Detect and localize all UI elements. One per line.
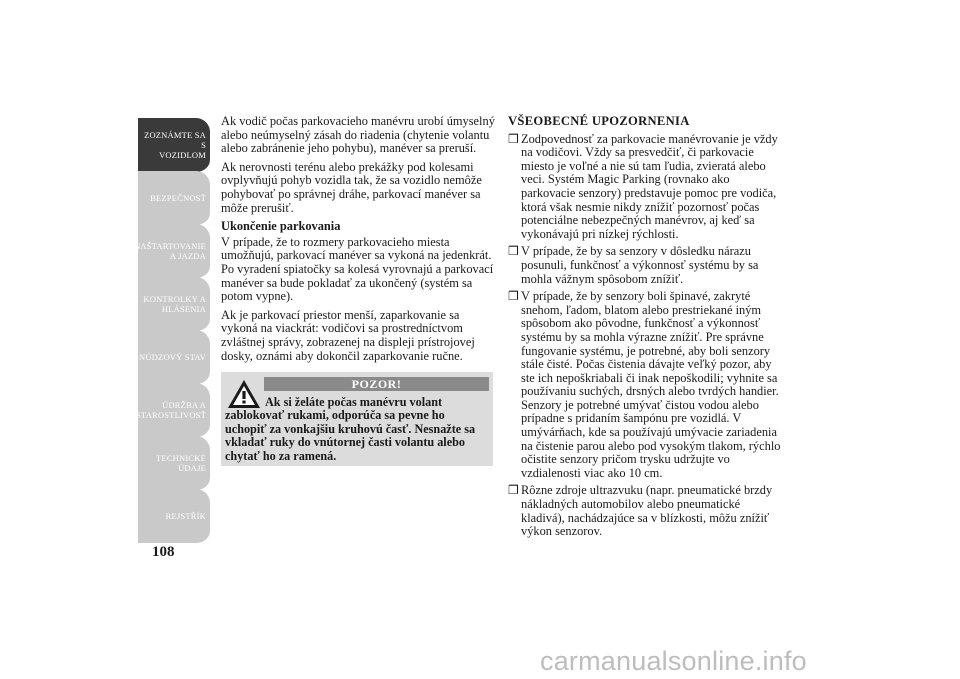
warning-text: Ak si želáte počas manévru volant zablokovať rukami, odporúča sa pevne ho uchopiť za vonkajšiu kruhovú časť. Nesnažte sa vkladať ruky do vnútornej časti volantu alebo chytať ho za ramená. <box>225 395 476 463</box>
checkbox-bullet-icon: ❒ <box>508 131 519 146</box>
tab-kontrolky-a-hlasenia[interactable]: KONTROLKY A HLÁSENIA <box>138 277 210 333</box>
list-item: ❒ Rôzne zdroje ultrazvuku (napr. pneumatické brzdy nákladných automobilov alebo pneumatické kladivá), nachádzajúce sa v blízkosti, môžu znížiť výkon senzorov. <box>508 483 773 539</box>
list-item: ❒ Zodpovednosť za parkovacie manévrovanie je vždy na vodičovi. Vždy sa presvedčiť, či parkovacie miesto je voľné a nie sú tam ľudia, zvieratá alebo veci. Systém Magic Parking (rovnako ako parkovacie senzory) predstavuje pomoc pre vodiča, ktorá však nesmie nikdy znížiť pozornosť počas potenciálne nebezpečných manévrov, aj keď sa vykonávajú pri nízkej rýchlosti. <box>508 131 778 241</box>
paragraph: V prípade, že to rozmery parkovacieho miesta umožňujú, parkovací manéver sa vykoná na jedenkrát. Po vyradení spiatočky sa kolesá vyrovnajú a parkovací manéver sa bude pokladať za ukončený (systém sa potom vypne). <box>221 234 494 304</box>
checkbox-bullet-icon: ❒ <box>508 244 519 259</box>
paragraph: Ak vodič počas parkovacieho manévru urobí úmyselný alebo neúmyselný zásah do riadenia (chytenie volantu alebo zabránenie jeho pohybu), manéver sa preruší. <box>221 114 495 156</box>
tab-technicke-udaje[interactable]: TECHNICKÉ ÚDAJE <box>138 436 210 492</box>
paragraph: Ak je parkovací priestor menší, zaparkovanie sa vykoná na viackrát: vodičovi sa prostredníctvom zvláštnej správy, zobrazenej na displeji prístrojovej dosky, oznámi aby dokončil zaparkovanie ručne. <box>221 307 475 363</box>
tab-zoznamte-sa-s-vozidlom[interactable]: ZOZNÁMTE SA S VOZIDLOM <box>138 118 210 174</box>
tab-nudzovy-stav[interactable]: NÚDZOVÝ STAV <box>138 330 210 386</box>
subheading: Ukončenie parkovania <box>221 219 341 234</box>
list-item: ❒ V prípade, že by senzory boli špinavé, zakryté snehom, ľadom, blatom alebo prestriekané iným spôsobom ako pôvodne, funkčnosť a výkonnosť systému by sa mohla výrazne znížiť. Pre správne fungovanie systému, je potrebné, aby boli senzory stále čisté. Počas čistenia dávajte veľký pozor, aby ste ich nepoškriabali či inak nepoškodili; vyhnite sa používaniu suchých, drsných alebo tvrdých handier. Senzory je potrebné umývať čistou vodou alebo prípadne s pridaním šampónu pre vozidlá. V umývárňach, kde sa používajú umývacie zariadenia na čistenie parou alebo pod vysokým tlakom, rýchlo očistite senzory pričom trysku udržujte vo vzdialenosti viac ako 10 cm. <box>508 289 781 480</box>
warning-heading: POZOR! <box>264 377 489 391</box>
list-item: ❒ V prípade, že by sa senzory v dôsledku nárazu posunuli, funkčnosť a výkonnosť systému by sa mohla vážnym spôsobom znížiť. <box>508 244 759 286</box>
left-column <box>221 115 496 368</box>
right-column <box>508 115 783 543</box>
watermark: carmanualsonline.info <box>540 646 807 676</box>
section-heading: VŠEOBECNÉ UPOZORNENIA <box>508 114 690 128</box>
page-number: 108 <box>152 544 175 560</box>
checkbox-bullet-icon: ❒ <box>508 289 519 304</box>
paragraph: Ak nerovnosti terénu alebo prekážky pod kolesami ovplyvňujú pohyb vozidla tak, že sa vozidlo nemôže pohybovať po správnej dráhe, parkovací manéver sa môže prerušiť. <box>221 159 482 215</box>
warning-box <box>221 372 493 466</box>
tab-nastartovanie-a-jazda[interactable]: NAŠTARTOVANIE A JAZDA <box>138 224 210 280</box>
tab-bezpecnost[interactable]: BEZPEČNOSŤ <box>138 171 210 227</box>
tab-rejstrik[interactable]: REJSTŘÍK <box>138 489 210 545</box>
checkbox-bullet-icon: ❒ <box>508 483 519 498</box>
tab-udrzba-a-starostlivost[interactable]: ÚDRŽBA A STAROSTLIVOSŤ <box>138 383 210 439</box>
